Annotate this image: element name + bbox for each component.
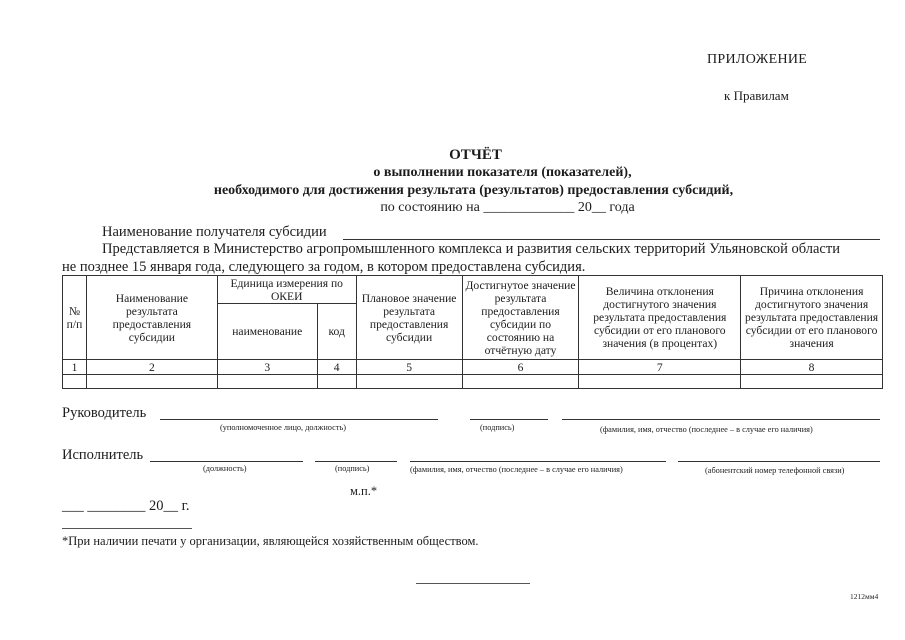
head-name-line[interactable]	[562, 419, 880, 420]
col-number: 5	[356, 360, 462, 375]
executor-position-caption: (должность)	[203, 464, 247, 473]
header-reason: Причина отклонения достигнутого значения результата предоставления субсидии от его планового значения	[741, 276, 883, 360]
header-planned: Плановое значение результата предоставления субсидии	[356, 276, 462, 360]
title-main: ОТЧЁТ	[449, 147, 502, 163]
column-number-row	[63, 360, 883, 375]
head-signature-line[interactable]	[470, 419, 548, 420]
executor-label: Исполнитель	[62, 447, 144, 463]
head-signature-caption: (подпись)	[480, 423, 515, 432]
table-cell[interactable]	[63, 375, 87, 389]
col-number: 3	[217, 360, 317, 375]
bottom-divider	[416, 583, 530, 584]
executor-name-caption: (фамилия, имя, отчество (последнее – в случае его наличия)	[410, 465, 623, 474]
title-line-1: о выполнении показателя (показателей),	[373, 165, 632, 180]
header-num: № п/п	[63, 276, 87, 360]
table-row	[63, 375, 883, 389]
table-cell[interactable]	[356, 375, 462, 389]
col-number: 4	[317, 360, 356, 375]
head-name-caption: (фамилия, имя, отчество (последнее – в случае его наличия)	[600, 425, 813, 434]
table-cell[interactable]	[317, 375, 356, 389]
executor-signature-caption: (подпись)	[335, 464, 370, 473]
col-number: 2	[86, 360, 217, 375]
table-cell[interactable]	[217, 375, 317, 389]
report-table	[62, 275, 883, 389]
header-unit-name: наименование	[217, 304, 317, 360]
head-label: Руководитель	[62, 405, 147, 421]
title-line-2: необходимого для достижения результата (результатов) предоставления субсидий,	[213, 183, 734, 198]
header-deviation: Величина отклонения достигнутого значения результата предоставления субсидии от его планового значения (в процентах)	[579, 276, 741, 360]
head-position-line[interactable]	[160, 419, 438, 420]
header-unit-code: код	[317, 304, 356, 360]
col-number: 1	[63, 360, 87, 375]
header-achieved: Достигнутое значение результата предоставления субсидии по состоянию на отчётную дату	[462, 276, 579, 360]
header-unit: Единица измерения по ОКЕИ	[217, 276, 356, 304]
table-cell[interactable]	[579, 375, 741, 389]
col-number: 7	[579, 360, 741, 375]
executor-phone-caption: (абонентский номер телефонной связи)	[705, 466, 845, 475]
date-line[interactable]: ___ ________ 20__ г.	[62, 498, 190, 514]
executor-signature-line[interactable]	[315, 461, 397, 462]
executor-name-line[interactable]	[410, 461, 666, 462]
header-result-name: Наименование результата предоставления субсидии	[86, 276, 217, 360]
table-cell[interactable]	[86, 375, 217, 389]
title-line-3: по состоянию на _____________ 20__ года	[380, 200, 635, 215]
col-number: 6	[462, 360, 579, 375]
submit-text-line-1: Представляется в Министерство агропромышленного комплекса и развития сельских территорий Ульяновской области	[102, 241, 840, 257]
footnote: *При наличии печати у организации, являющейся хозяйственным обществом.	[62, 534, 479, 548]
recipient-label: Наименование получателя субсидии	[102, 224, 327, 240]
executor-position-line[interactable]	[150, 461, 303, 462]
col-number: 8	[741, 360, 883, 375]
executor-phone-line[interactable]	[678, 461, 880, 462]
stamp-placeholder: м.п.*	[350, 484, 378, 498]
submit-text-line-2: не позднее 15 января года, следующего за годом, в котором предоставлена субсидия.	[62, 259, 586, 275]
document-code: 1212мм4	[850, 592, 879, 601]
recipient-field-line[interactable]	[343, 239, 880, 240]
appendix-label: ПРИЛОЖЕНИЕ	[707, 52, 808, 67]
table-cell[interactable]	[741, 375, 883, 389]
table-cell[interactable]	[462, 375, 579, 389]
footnote-divider	[62, 528, 192, 529]
appendix-sublabel: к Правилам	[724, 88, 789, 103]
head-position-caption: (уполномоченное лицо, должность)	[220, 423, 346, 432]
report-title	[0, 146, 905, 217]
